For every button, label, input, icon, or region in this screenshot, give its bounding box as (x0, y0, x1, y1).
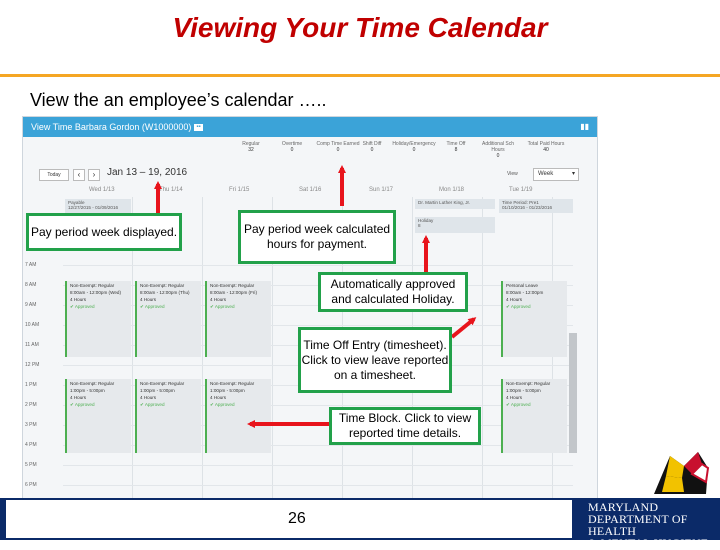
day-header-thu: Thu 1/14 (159, 187, 183, 193)
time-label: 9 AM (25, 302, 37, 308)
time-block[interactable]: Non-Exempt: Regular 8:00am - 12:00pm (Thu) 4 Hours ✔ Approved (135, 281, 201, 357)
callout-pay-period: Pay period week displayed. (26, 213, 182, 251)
stat-total-paid: Total Paid Hours 40 (527, 141, 565, 153)
callout-time-off: Time Off Entry (timesheet). Click to view leave reported on a timesheet. (298, 327, 452, 393)
time-label: 5 PM (25, 462, 37, 468)
stat-comp-time: Comp Time Earned 0 (316, 141, 360, 153)
time-label: 12 PM (25, 362, 40, 368)
prev-week-button[interactable]: ‹ (73, 169, 85, 181)
callout-calculated-hours: Pay period week calculated hours for payment. (238, 210, 396, 264)
time-label: 11 AM (25, 342, 39, 348)
time-period-card[interactable]: Time Period: Pre1 01/10/2016 - 01/23/2016 (499, 199, 573, 213)
time-label: 6 PM (25, 482, 37, 488)
maryland-flag-icon (648, 448, 712, 496)
stat-shift-diff: Shift Diff 0 (362, 141, 382, 153)
today-button[interactable]: Today (39, 169, 69, 181)
time-label: 8 AM (25, 282, 37, 288)
slide-subtitle: View the an employee’s calendar ….. (30, 90, 327, 110)
time-block[interactable]: Non-Exempt: Regular 1:00pm - 5:00pm 4 Hours ✔ Approved (501, 379, 567, 453)
employee-id-icon: ▪▪ (196, 124, 201, 131)
page-number: 26 (288, 510, 306, 527)
stat-regular: Regular 32 (242, 141, 260, 153)
day-header-mon: Mon 1/18 (439, 187, 465, 193)
day-header-fri: Fri 1/15 (229, 187, 250, 193)
view-label: View (507, 171, 518, 177)
callout-holiday: Automatically approved and calculated Holiday. (318, 272, 468, 312)
stat-overtime: Overtime 0 (281, 141, 303, 153)
holiday-event[interactable]: Holiday 8 (415, 217, 495, 233)
view-value: Week (538, 171, 554, 177)
slide-title: Viewing Your Time Calendar (172, 12, 548, 43)
time-block[interactable]: Non-Exempt: Regular 8:00am - 12:00pm (Fri) 4 Hours ✔ Approved (205, 281, 271, 357)
callout-time-block: Time Block. Click to view reported time details. (329, 407, 481, 445)
stat-additional: Additional Sch Hours 0 (482, 141, 514, 159)
stat-time-off: Time Off 8 (446, 141, 466, 153)
department-logo-text: MARYLAND DEPARTMENT OF HEALTH & MENTAL HYGIENE (588, 500, 709, 550)
date-range: Jan 13 – 19, 2016 (107, 167, 188, 178)
time-label: 3 PM (25, 422, 37, 428)
app-title: View Time Barbara Gordon (W1000000) (31, 122, 192, 132)
time-block[interactable]: Non-Exempt: Regular 1:00pm - 5:00pm 4 Hours ✔ Approved (135, 379, 201, 453)
time-block[interactable]: Non-Exempt: Regular 8:00am - 12:00pm (Wed) 4 Hours ✔ Approved (65, 281, 131, 357)
next-week-button[interactable]: › (88, 169, 100, 181)
time-label: 1 PM (25, 382, 37, 388)
time-label: 4 PM (25, 442, 37, 448)
chart-icon[interactable]: ▮▮ (580, 122, 589, 131)
holiday-header: Dr. Martin Luther King, Jr. (415, 199, 495, 209)
day-header-sun: Sun 1/17 (369, 187, 394, 193)
day-header-sat: Sat 1/16 (299, 187, 322, 193)
time-block[interactable]: Non-Exempt: Regular 1:00pm - 5:00pm 4 Hours ✔ Approved (65, 379, 131, 453)
day-header-tue: Tue 1/19 (509, 187, 533, 193)
time-label: 2 PM (25, 402, 37, 408)
arrow-time-off (452, 319, 474, 337)
time-label: 10 AM (25, 322, 40, 328)
time-block[interactable]: Non-Exempt: Regular 1:00pm - 5:00pm 4 Hours ✔ Approved (205, 379, 271, 453)
pay-period-card[interactable]: Payable 12/27/2015 - 01/09/2016 (65, 199, 131, 213)
time-label: 7 AM (25, 262, 37, 268)
stat-holiday: Holiday/Emergency 0 (392, 141, 436, 153)
day-header-wed: Wed 1/13 (89, 187, 115, 193)
chevron-down-icon: ▾ (571, 171, 575, 177)
time-off-entry[interactable]: Personal Leave 8:00am - 12:00pm 4 Hours ✔ Approved (501, 281, 567, 357)
